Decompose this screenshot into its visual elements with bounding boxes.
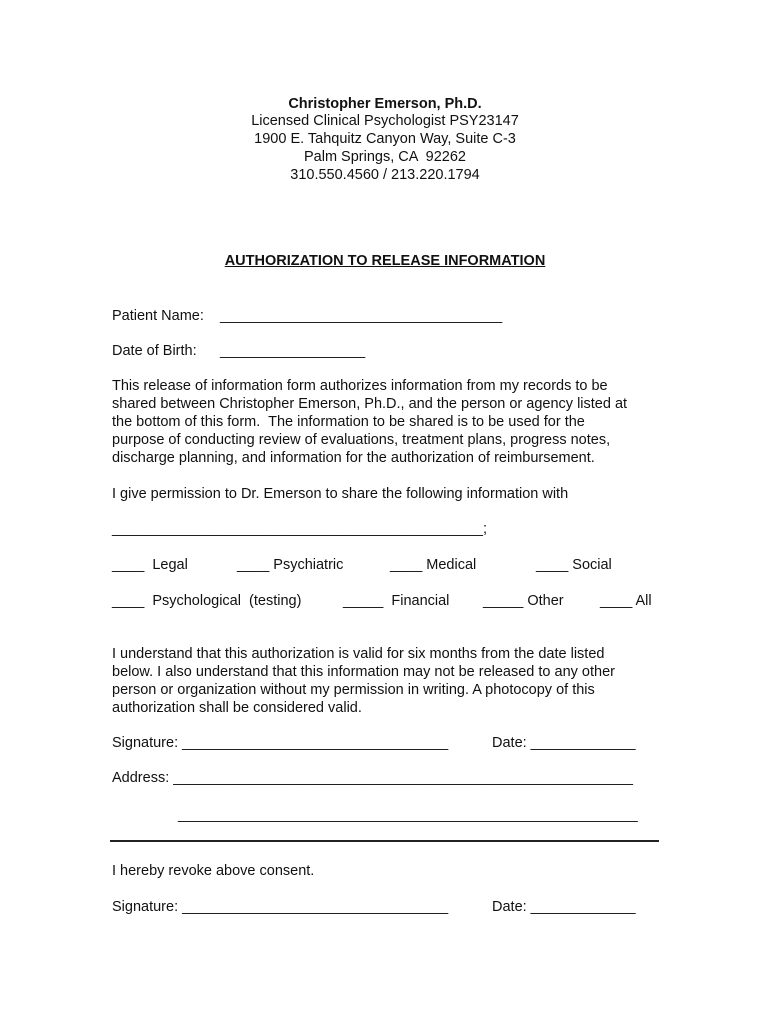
option-other[interactable]: _____ Other bbox=[483, 593, 564, 609]
understanding-paragraph bbox=[112, 645, 658, 717]
option-medical[interactable]: ____ Medical bbox=[390, 557, 477, 573]
revoke-date-field[interactable]: Date: _____________ bbox=[492, 899, 636, 915]
revoke-consent-text: I hereby revoke above consent. bbox=[112, 863, 315, 879]
signature-date-field[interactable]: Date: _____________ bbox=[492, 735, 636, 751]
section-divider bbox=[110, 840, 659, 842]
permission-text: I give permission to Dr. Emerson to share the following information with bbox=[112, 486, 569, 502]
intro-line: the bottom of this form. The information to be shared is to be used for the bbox=[112, 414, 585, 430]
patient-name-label: Patient Name: bbox=[112, 308, 204, 324]
provider-license: Licensed Clinical Psychologist PSY23147 bbox=[251, 113, 519, 129]
signature-field[interactable]: Signature: _________________________________ bbox=[112, 735, 449, 751]
intro-line: discharge planning, and information for the authorization of reimbursement. bbox=[112, 450, 595, 466]
intro-line: This release of information form authorizes information from my records to be bbox=[112, 378, 608, 394]
option-social[interactable]: ____ Social bbox=[536, 557, 612, 573]
understanding-line: authorization shall be considered valid. bbox=[112, 700, 362, 716]
form-title: AUTHORIZATION TO RELEASE INFORMATION bbox=[224, 253, 546, 269]
provider-city: Palm Springs, CA 92262 bbox=[303, 149, 466, 165]
address-field-line-2[interactable]: _________________________________________________________ bbox=[178, 807, 638, 823]
intro-paragraph bbox=[112, 377, 658, 467]
address-field[interactable]: Address: _________________________________________________________ bbox=[112, 770, 633, 786]
provider-name: Christopher Emerson, Ph.D. bbox=[288, 96, 482, 112]
understanding-line: I understand that this authorization is valid for six months from the date listed bbox=[112, 646, 605, 662]
understanding-line: person or organization without my permission in writing. A photocopy of this bbox=[112, 682, 595, 698]
intro-line: purpose of conducting review of evaluations, treatment plans, progress notes, bbox=[112, 432, 611, 448]
provider-phones: 310.550.4560 / 213.220.1794 bbox=[290, 167, 480, 183]
option-psychological-testing[interactable]: ____ Psychological (testing) bbox=[112, 593, 302, 609]
recipient-field[interactable]: ______________________________________________; bbox=[112, 521, 487, 537]
option-psychiatric[interactable]: ____ Psychiatric bbox=[237, 557, 344, 573]
understanding-line: below. I also understand that this information may not be released to any other bbox=[112, 664, 615, 680]
provider-street: 1900 E. Tahquitz Canyon Way, Suite C-3 bbox=[254, 131, 516, 147]
intro-line: shared between Christopher Emerson, Ph.D., and the person or agency listed at bbox=[112, 396, 628, 412]
option-legal[interactable]: ____ Legal bbox=[112, 557, 188, 573]
date-of-birth-field[interactable]: __________________ bbox=[220, 343, 366, 359]
date-of-birth-label: Date of Birth: bbox=[112, 343, 197, 359]
option-all[interactable]: ____ All bbox=[600, 593, 652, 609]
revoke-signature-field[interactable]: Signature: _________________________________ bbox=[112, 899, 449, 915]
patient-name-field[interactable]: ___________________________________ bbox=[220, 308, 503, 324]
option-financial[interactable]: _____ Financial bbox=[343, 593, 450, 609]
